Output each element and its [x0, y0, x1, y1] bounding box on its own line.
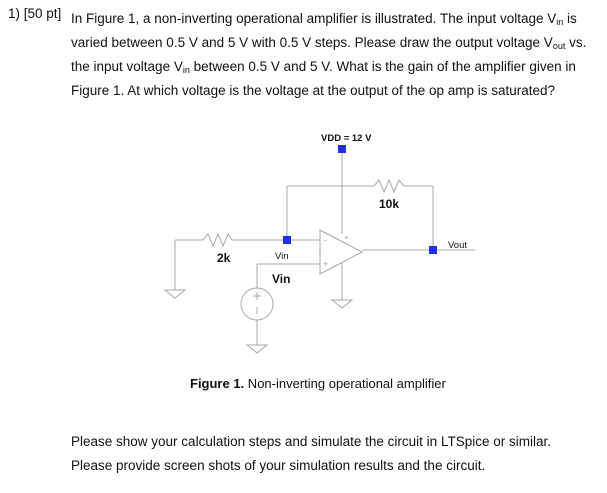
feedback-resistor [374, 180, 404, 192]
vin-net-label: Vin [275, 251, 289, 262]
instruction-line-2: Please provide screen shots of your simulation results and the circuit. [71, 458, 486, 473]
instructions [71, 430, 551, 478]
vdd-node [338, 145, 346, 153]
figure-caption [190, 376, 446, 391]
ground-resistor [203, 234, 232, 246]
figure-caption-text: Non-inverting operational amplifier [244, 376, 446, 391]
opamp-inverting-sign: - [324, 235, 327, 245]
vin-source-label: Vin [272, 272, 291, 286]
vout-node [429, 246, 437, 254]
ground-resistor-label: 2k [217, 251, 231, 265]
question-line: varied between 0.5 V and 5 V with 0.5 V steps. Please draw the output voltage $V_{out}$ vs. [71, 35, 587, 51]
instruction-line-1: Please show your calculation steps and simulate the circuit in LTSpice or similar. [71, 434, 551, 449]
question-line: Figure 1. At which voltage is the voltage at the output of the op amp is saturated? [71, 83, 556, 98]
vout-label: Vout [448, 240, 468, 251]
vin-node [283, 236, 291, 244]
opamp-supply-sign: + [344, 233, 349, 242]
question-line: In Figure 1, a non-inverting operational amplifier is illustrated. The input voltage $V_{in}$ is [71, 11, 577, 27]
opamp-noninverting-sign: + [323, 259, 329, 269]
figure-caption-label: Figure 1. [190, 376, 245, 391]
vdd-label: VDD = 12 V [321, 133, 372, 144]
ground-symbol-left [165, 290, 185, 298]
question-index: 1) [8, 6, 21, 21]
question-line: the input voltage $V_{in}$ between 0.5 V and 5 V. What is the gain of the amplifier given in [71, 59, 576, 75]
question-points: [50 pt] [23, 6, 62, 21]
ground-symbol-source [247, 345, 267, 353]
feedback-resistor-label: 10k [379, 197, 400, 211]
ground-symbol-opamp [332, 300, 352, 308]
